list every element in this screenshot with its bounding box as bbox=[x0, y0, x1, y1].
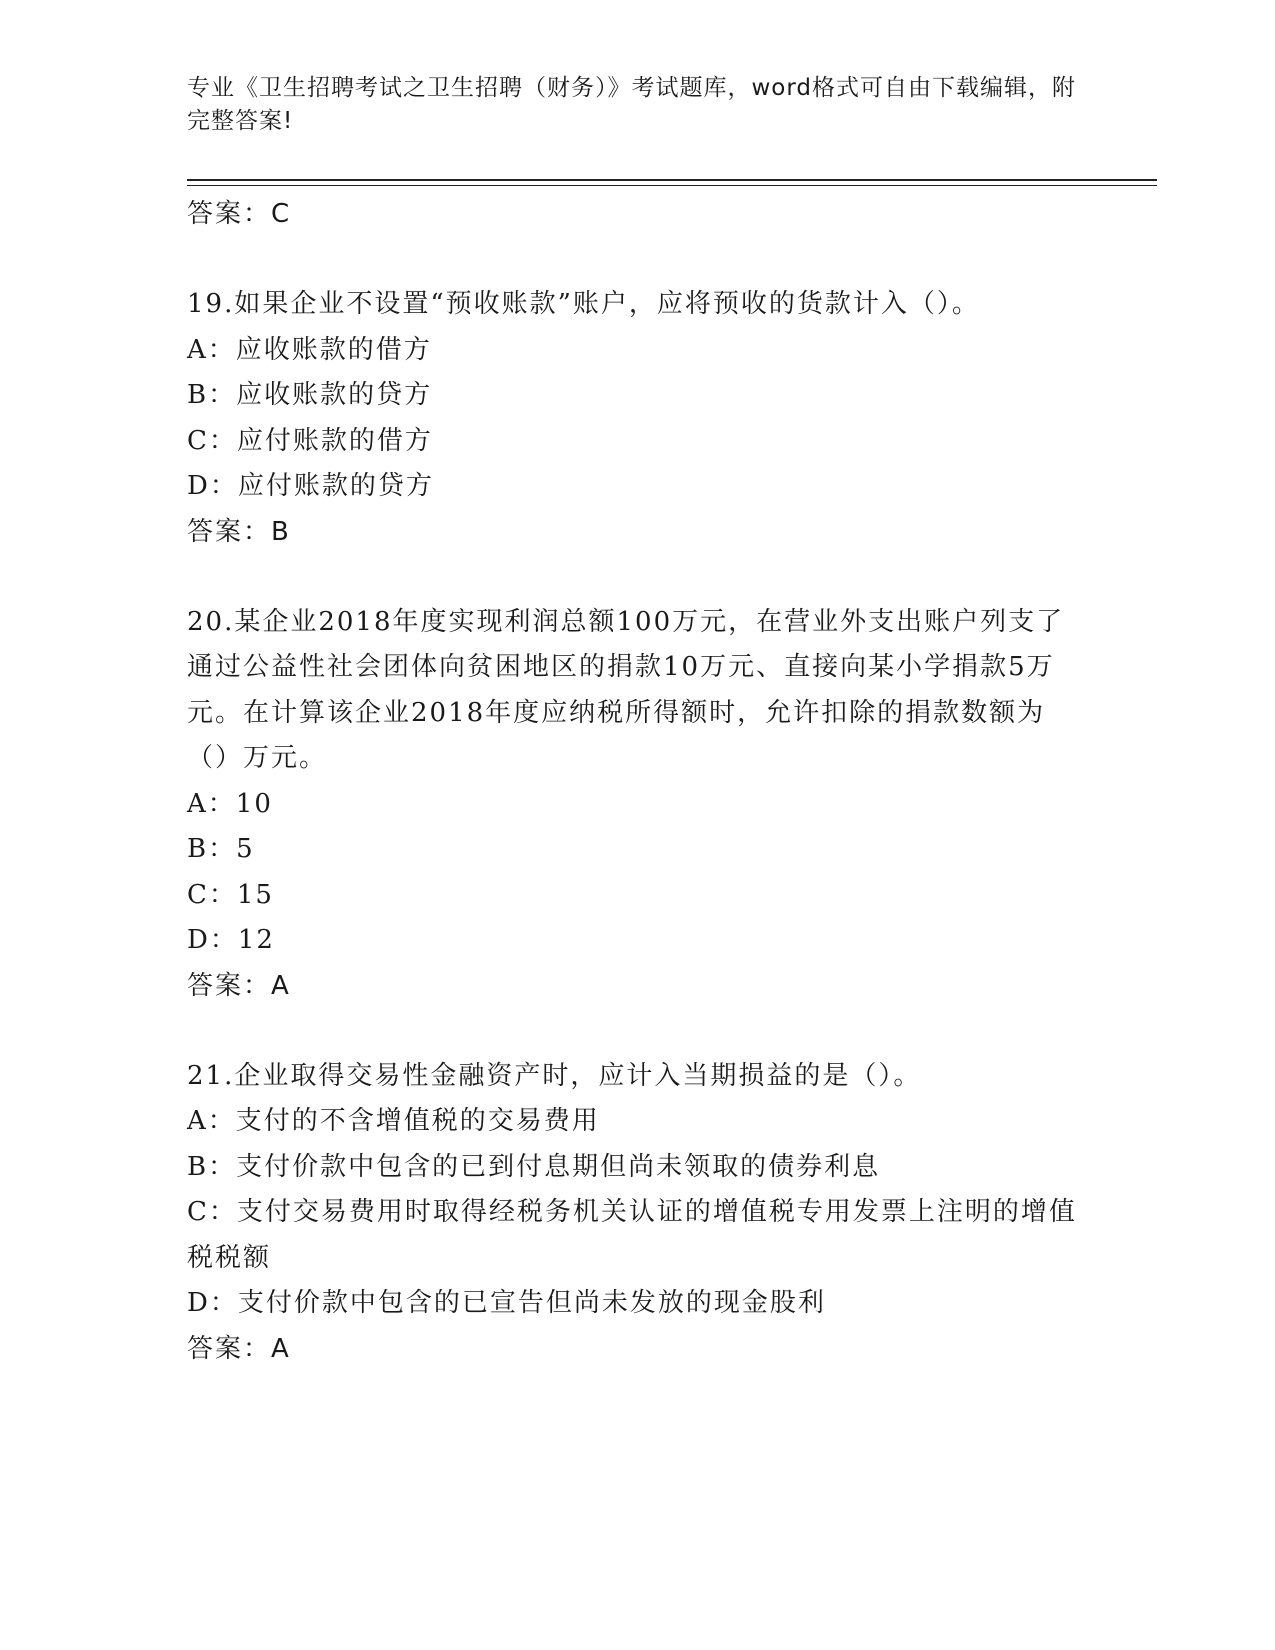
option-b: B：应收账款的贷方 bbox=[187, 380, 433, 410]
option-c: C：应付账款的借方 bbox=[187, 425, 433, 456]
spacer bbox=[187, 237, 1077, 282]
option-d: D：12 bbox=[187, 925, 275, 955]
question-answer: 答案：B bbox=[187, 516, 291, 547]
document-header: 专业《卫生招聘考试之卫生招聘（财务）》考试题库，word格式可自由下载编辑，附完整答案! bbox=[187, 75, 1077, 134]
option-d: D：应付账款的贷方 bbox=[187, 471, 434, 501]
option-c: C：15 bbox=[187, 879, 274, 910]
header-divider-thin bbox=[187, 185, 1157, 186]
option-b: B：支付价款中包含的已到付息期但尚未领取的债券利息 bbox=[187, 1151, 881, 1182]
option-a: A：10 bbox=[187, 788, 273, 819]
question-stem: 21.企业取得交易性金融资产时，应计入当期损益的是（）。 bbox=[187, 1060, 922, 1091]
question-20 bbox=[187, 600, 1077, 1009]
previous-answer: 答案：C bbox=[187, 199, 292, 229]
question-stem: 19.如果企业不设置“预收账款”账户，应将预收的货款计入（）。 bbox=[187, 289, 980, 319]
option-a: A：支付的不含增值税的交易费用 bbox=[187, 1106, 600, 1136]
spacer bbox=[187, 1009, 1077, 1054]
option-b: B：5 bbox=[187, 834, 255, 864]
option-c: C：支付交易费用时取得经税务机关认证的增值税专用发票上注明的增值税税额 bbox=[187, 1197, 1077, 1273]
question-21 bbox=[187, 1054, 1077, 1372]
option-a: A：应收账款的借方 bbox=[187, 334, 432, 365]
header-divider-thick bbox=[187, 179, 1157, 181]
question-answer: 答案：A bbox=[187, 1333, 291, 1364]
question-answer: 答案：A bbox=[187, 970, 291, 1001]
spacer bbox=[187, 555, 1077, 600]
question-19 bbox=[187, 282, 1077, 555]
option-d: D：支付价款中包含的已宣告但尚未发放的现金股利 bbox=[187, 1288, 826, 1318]
question-stem: 20.某企业2018年度实现利润总额100万元，在营业外支出账户列支了通过公益性社会团体向贫困地区的捐款10万元、直接向某小学捐款5万元。在计算该企业2018年度应纳税所得额时，允许扣除的捐款数额为（）万元。 bbox=[187, 606, 1065, 773]
question-list bbox=[187, 192, 1077, 1372]
